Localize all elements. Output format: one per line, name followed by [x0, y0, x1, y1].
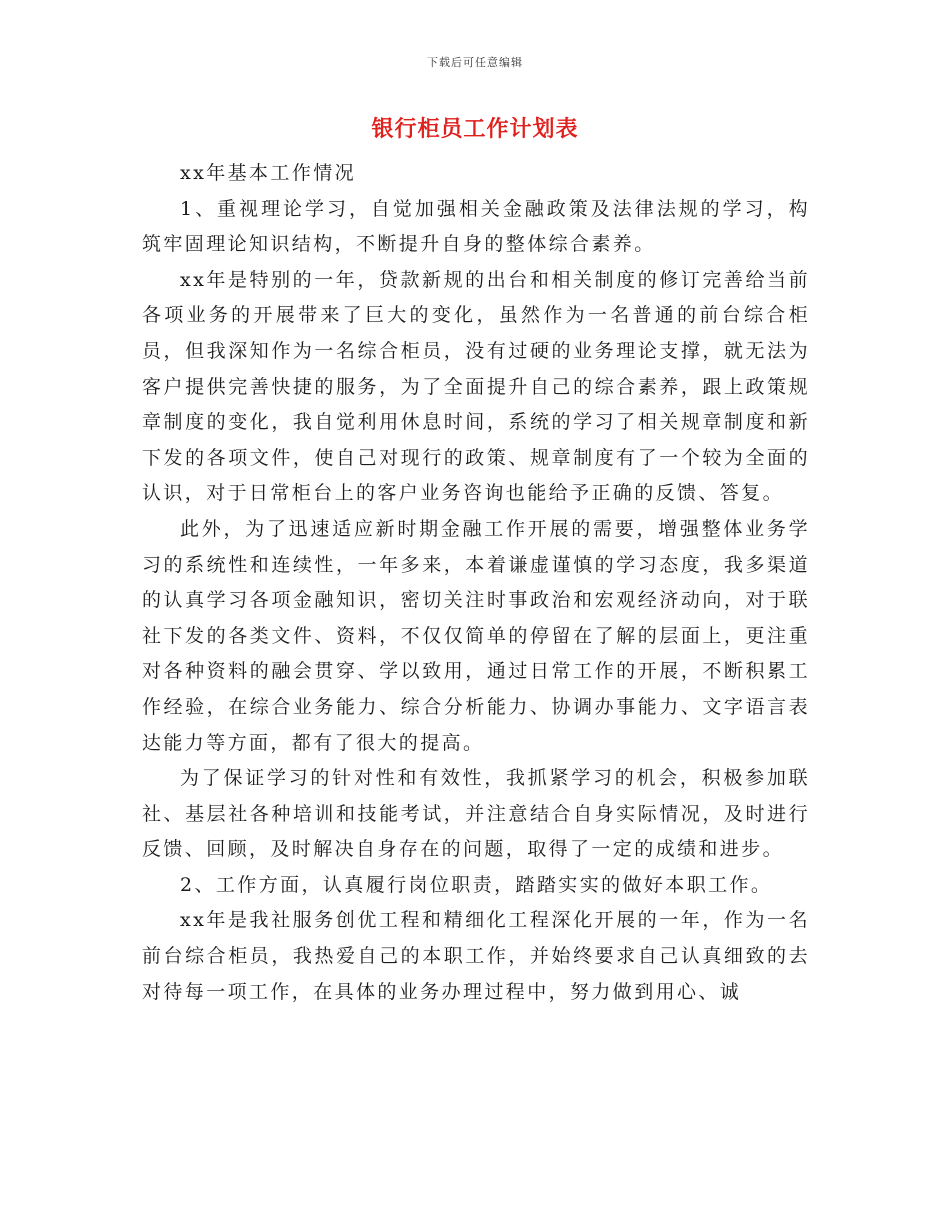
paragraph-section-heading: xx年基本工作情况: [180, 162, 357, 184]
paragraph-work-duties: 2、工作方面，认真履行岗位职责，踏踏实实的做好本职工作。: [180, 873, 773, 896]
page-header-note: 下载后可任意编辑: [427, 56, 523, 69]
paragraph-year-overview: xx年是特别的一年，贷款新规的出台和相关制度的修订完善给当前各项业务的开展带来了巨大的变化，虽然作为一名普通的前台综合柜员，但我深知作为一名综合柜员，没有过硬的业务理论支撑，就无法为客户提供完善快捷的服务，为了全面提升自己的综合素养，跟上政策规章制度的变化，我自觉利用休息时间，系统的学习了相关规章制度和新下发的各项文件，使自己对现行的政策、规章制度有了一个较为全面的认识，对于日常柜台上的客户业务咨询也能给予正确的反馈、答复。: [142, 268, 810, 505]
paragraph-service-project: xx年是我社服务创优工程和精细化工程深化开展的一年，作为一名前台综合柜员，我热爱自己的本职工作，并始终要求自己认真细致的去对待每一项工作，在具体的业务办理过程中，努力做到用心、诚: [142, 909, 810, 1003]
paragraph-additional-study: 此外，为了迅速适应新时期金融工作开展的需要，增强整体业务学习的系统性和连续性，一年多来，本着谦虚谨慎的学习态度，我多渠道的认真学习各项金融知识，密切关注时事政治和宏观经济动向，对于联社下发的各类文件、资料，不仅仅简单的停留在了解的层面上，更注重对各种资料的融会贯穿、学以致用，通过日常工作的开展，不断积累工作经验，在综合业务能力、综合分析能力、协调办事能力、文字语言表达能力等方面，都有了很大的提高。: [142, 517, 810, 754]
paragraph-theory-study: 1、重视理论学习，自觉加强相关金融政策及法律法规的学习，构筑牢固理论知识结构，不断提升自身的整体综合素养。: [142, 197, 810, 256]
paragraph-training: 为了保证学习的针对性和有效性，我抓紧学习的机会，积极参加联社、基层社各种培训和技能考试，并注意结合自身实际情况，及时进行反馈、回顾，及时解决自身存在的问题，取得了一定的成绩和进步。: [142, 767, 810, 861]
document-body: [142, 156, 810, 1010]
document-title: 银行柜员工作计划表: [371, 116, 579, 142]
